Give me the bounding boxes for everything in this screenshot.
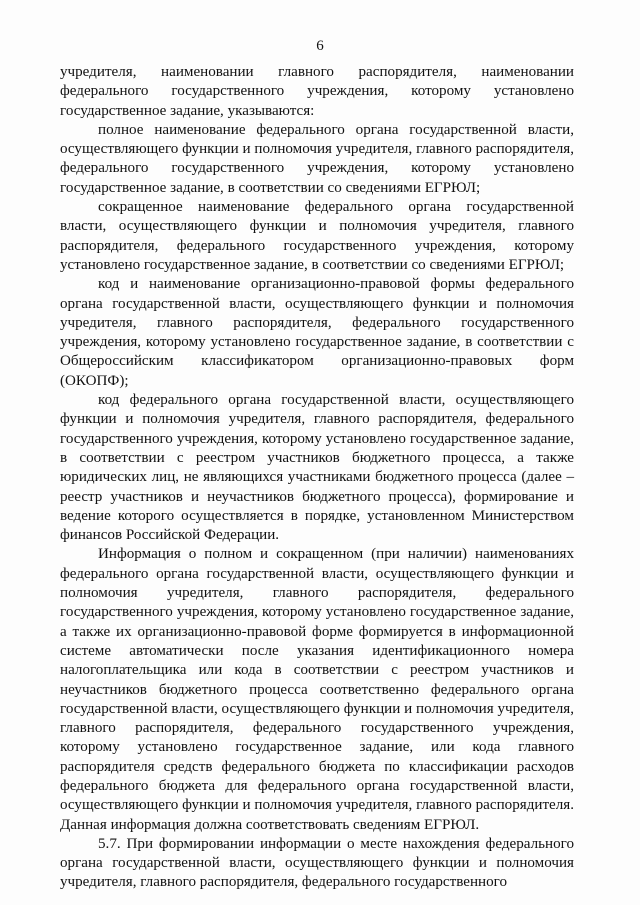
paragraph-short-name: сокращенное наименование федерального органа государственной власти, осуществляющего функции и полномочия учредителя, главного распорядителя, федерального государственного учреждения, которому установлено государственное задание, в соответствии со сведениями ЕГРЮЛ; <box>60 199 574 273</box>
paragraph-continuation: учредителя, наименовании главного распорядителя, наименовании федерального государственного учреждения, которому установлено государственное задание, указываются: <box>60 64 574 119</box>
paragraph-information: Информация о полном и сокращенном (при наличии) наименованиях федерального органа государственной власти, осуществляющего функции и полномочия учредителя, главного распорядителя, федерального государственного учреждения, которому установлено государственное задание, а также их организационно-правовой форме формируется в информационной системе автоматически после указания идентификационного номера налогоплательщика или кода в соответствии с реестром участников и неучастников бюджетного процесса соответственно федерального органа государственной власти, осуществляющего функции и полномочия учредителя, главного распорядителя, федерального государственного учреждения, которому установлено государственное задание, или кода главного распорядителя средств федерального бюджета по классификации расходов федерального бюджета для федерального органа государственной власти, осуществляющего функции и полномочия учредителя, главного распорядителя. Данная информация должна соответствовать сведениям ЕГРЮЛ. <box>60 546 574 833</box>
page-number: 6 <box>316 38 324 54</box>
paragraph-registry-code: код федерального органа государственной власти, осуществляющего функции и полномочия учредителя, главного распорядителя, федерального государственного учреждения, которому установлено государственное задание, в соответствии с реестром участников бюджетного процесса, а также юридических лиц, не являющихся участниками бюджетного процесса (далее – реестр участников и неучастников бюджетного процесса), формирование и ведение которого осуществляется в порядке, установленном Министерством финансов Российской Федерации. <box>60 392 574 544</box>
paragraph-okopf: код и наименование организационно-правовой формы федерального органа государственной власти, осуществляющего функции и полномочия учредителя, главного распорядителя, федерального государственного учреждения, которому установлено государственное задание, в соответствии с Общероссийским классификатором организационно-правовых форм (ОКОПФ); <box>60 276 574 389</box>
document-body <box>60 63 574 893</box>
paragraph-full-name: полное наименование федерального органа государственной власти, осуществляющего функции и полномочия учредителя, главного распорядителя, федерального государственного учреждения, которому установлено государственное задание, в соответствии со сведениями ЕГРЮЛ; <box>60 121 574 196</box>
paragraph-section-5-7: 5.7. При формировании информации о месте нахождения федерального органа государственной власти, осуществляющего функции и полномочия учредителя, главного распорядителя, федерального государственного <box>60 835 574 891</box>
